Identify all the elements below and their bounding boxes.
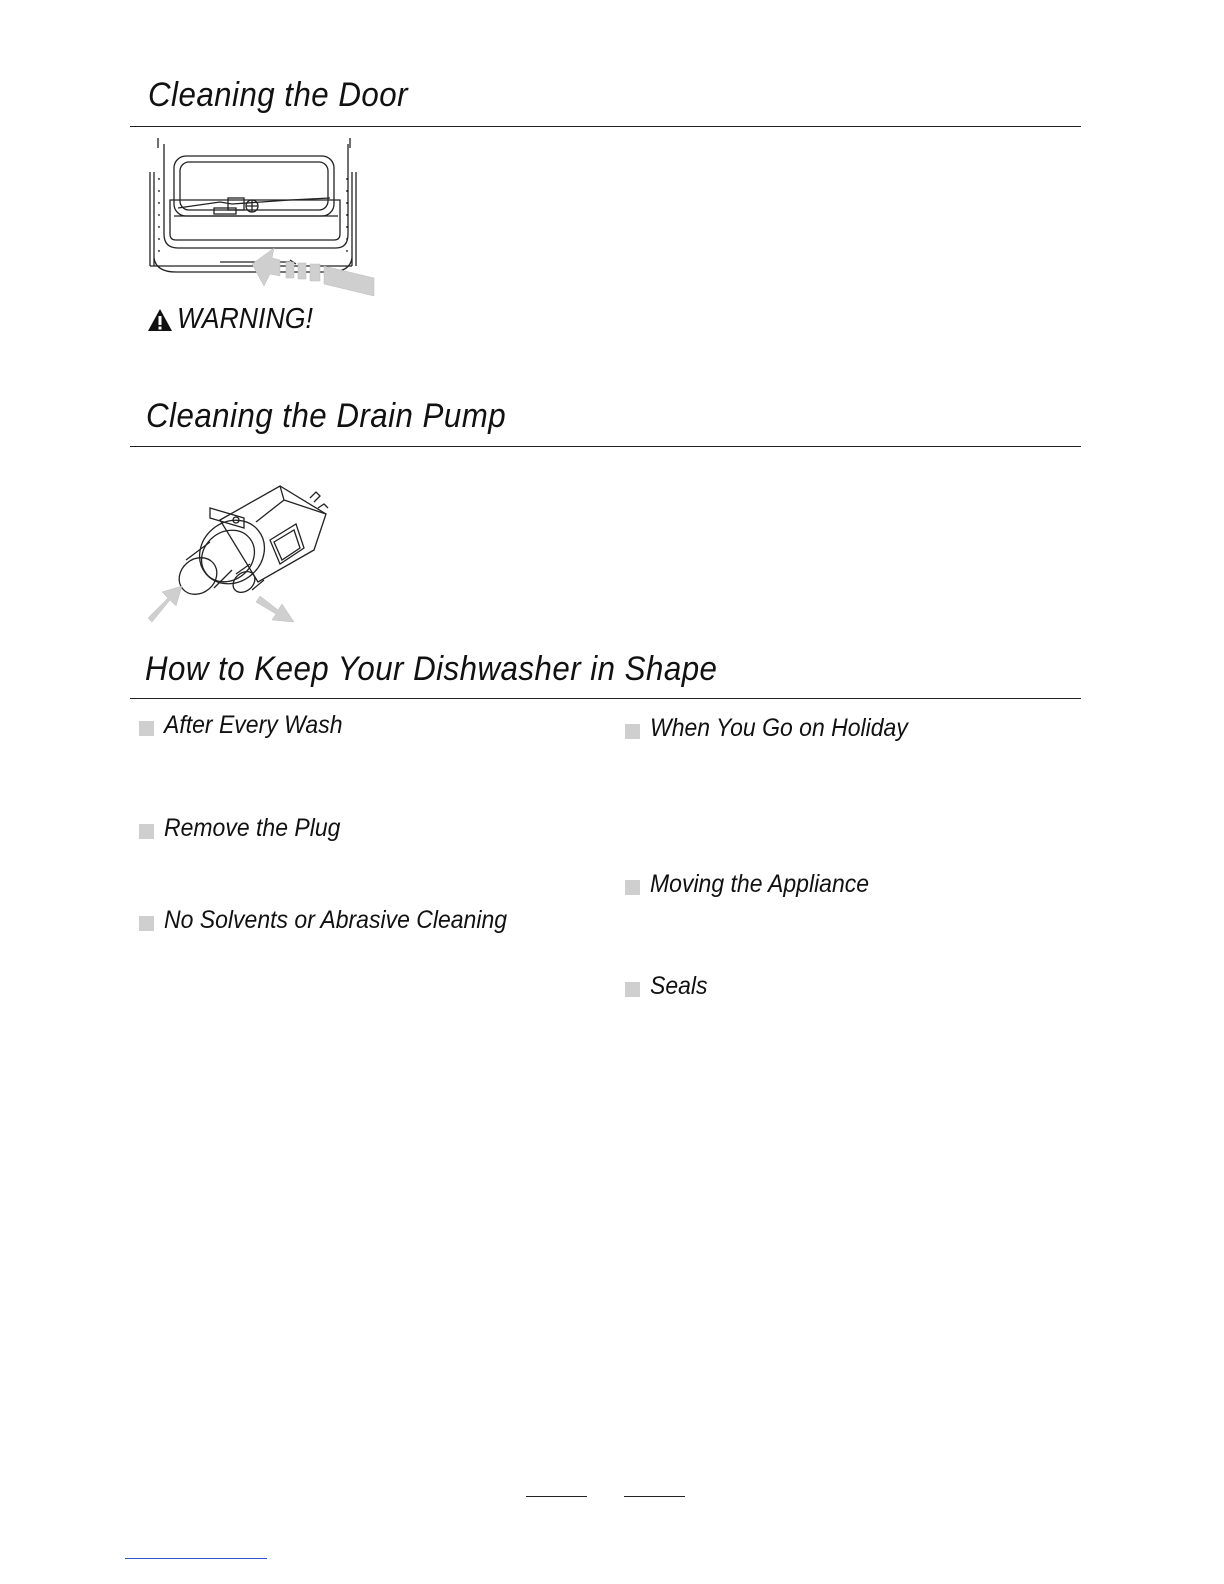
warning-label: WARNING! bbox=[177, 303, 313, 335]
list-item-label: Remove the Plug bbox=[164, 814, 341, 842]
list-item bbox=[139, 814, 356, 843]
list-item bbox=[625, 714, 930, 743]
section-rule bbox=[130, 126, 1081, 127]
list-item bbox=[625, 972, 713, 1001]
list-item-label: After Every Wash bbox=[164, 711, 343, 739]
list-item bbox=[139, 906, 537, 935]
warning-notice bbox=[147, 303, 325, 336]
list-item-label: No Solvents or Abrasive Cleaning bbox=[164, 906, 508, 934]
section-title-cleaning-door: Cleaning the Door bbox=[148, 76, 408, 114]
list-item bbox=[139, 711, 358, 740]
section-rule bbox=[130, 446, 1081, 447]
footer-line-right bbox=[624, 1496, 685, 1497]
bullet-square-icon bbox=[139, 721, 154, 736]
bullet-square-icon bbox=[139, 916, 154, 931]
list-item bbox=[625, 870, 888, 899]
footer-line-left bbox=[526, 1496, 587, 1497]
warning-triangle-icon bbox=[147, 308, 173, 332]
section-rule bbox=[130, 698, 1081, 699]
list-item-label: Seals bbox=[650, 972, 708, 1000]
footer-link-underline bbox=[125, 1558, 267, 1559]
bullet-square-icon bbox=[625, 982, 640, 997]
list-item-label: When You Go on Holiday bbox=[650, 714, 908, 742]
bullet-square-icon bbox=[625, 880, 640, 895]
bullet-square-icon bbox=[139, 824, 154, 839]
list-item-label: Moving the Appliance bbox=[650, 870, 870, 898]
drain-pump-illustration bbox=[140, 478, 340, 628]
bullet-square-icon bbox=[625, 724, 640, 739]
door-bottom-illustration bbox=[140, 138, 380, 300]
section-title-keep-in-shape: How to Keep Your Dishwasher in Shape bbox=[145, 650, 718, 688]
section-title-cleaning-drain-pump: Cleaning the Drain Pump bbox=[146, 397, 507, 435]
